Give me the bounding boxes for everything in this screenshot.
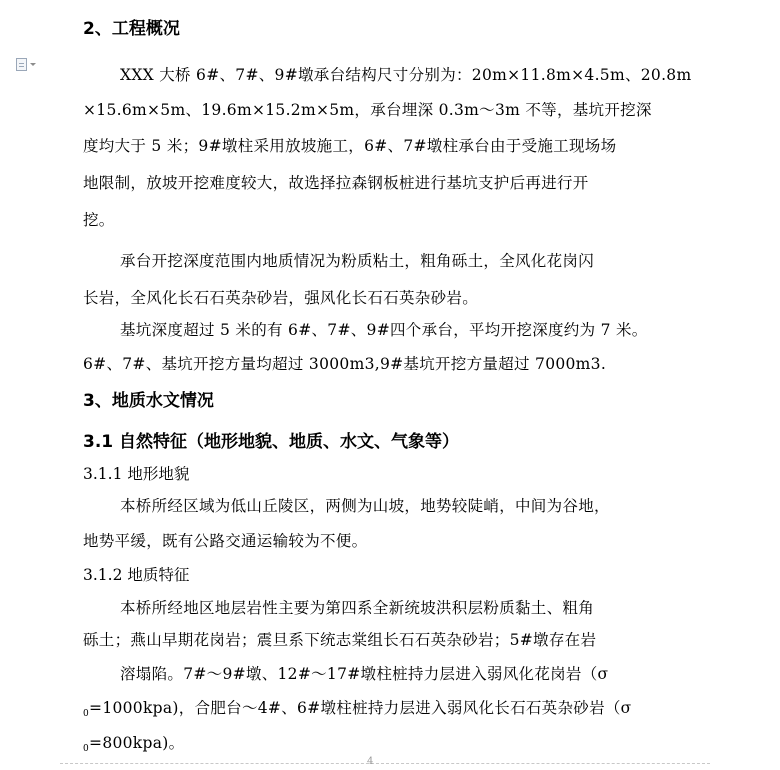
paragraph-line: 地势平缓，既有公路交通运输较为不便。 — [83, 532, 368, 550]
section-heading-2: 2、工程概况 — [83, 19, 180, 39]
subscript: 0 — [83, 744, 90, 754]
subscript: 0 — [83, 709, 90, 719]
paragraph-text: =800kpa)。 — [89, 734, 185, 752]
paragraph-line — [83, 731, 184, 754]
paragraph-line: 溶塌陷。7#～9#墩、12#～17#墩柱桩持力层进入弱风化花岗岩（σ — [120, 665, 609, 683]
paragraph-text: =1000kpa)，合肥台～4#、6#墩柱桩持力层进入弱风化长石石英杂砂岩（σ — [89, 699, 632, 717]
paragraph-line: 砾土；燕山早期花岗岩；震旦系下统志棠组长石石英杂砂岩；5#墩存在岩 — [83, 631, 597, 649]
paragraph-line: 本桥所经地区地层岩性主要为第四系全新统坡洪积层粉质黏土、粗角 — [120, 599, 595, 617]
page-break-rule — [60, 763, 710, 764]
paragraph-line: 挖。 — [83, 211, 115, 229]
paragraph-line: 基坑深度超过 5 米的有 6#、7#、9#四个承台，平均开挖深度约为 7 米。 — [120, 321, 648, 339]
page-icon — [16, 58, 27, 71]
paragraph-line: 承台开挖深度范围内地质情况为粉质粘土，粗角砾土，全风化花岗闪 — [120, 252, 595, 270]
section-heading-3-1: 3.1 自然特征（地形地貌、地质、水文、气象等） — [83, 432, 460, 452]
paragraph-line: XXX 大桥 6#、7#、9#墩承台结构尺寸分别为：20m×11.8m×4.5m、20.8m — [120, 66, 692, 84]
paragraph-line: 地限制，放坡开挖难度较大，故选择拉森钢板桩进行基坑支护后再进行开 — [83, 174, 589, 192]
paragraph-line: 本桥所经区域为低山丘陵区，两侧为山坡，地势较陡峭，中间为谷地， — [120, 497, 610, 515]
paragraph-line: 长岩，全风化长石石英杂砂岩，强风化长石石英杂砂岩。 — [83, 289, 479, 307]
chevron-down-icon — [30, 63, 36, 66]
document-outline-icon[interactable] — [16, 58, 36, 71]
subsection-heading-3-1-1: 3.1.1 地形地貌 — [83, 465, 190, 483]
paragraph-line: ×15.6m×5m、19.6m×15.2m×5m，承台埋深 0.3m～3m 不等，基坑开挖深 — [83, 101, 652, 119]
paragraph-line — [83, 696, 632, 719]
subsection-heading-3-1-2: 3.1.2 地质特征 — [83, 566, 190, 584]
paragraph-line: 6#、7#、基坑开挖方量均超过 3000m3,9#基坑开挖方量超过 7000m3. — [83, 355, 607, 373]
section-heading-3: 3、地质水文情况 — [83, 391, 214, 411]
page-number: 4 — [367, 756, 374, 767]
paragraph-line: 度均大于 5 米；9#墩柱采用放坡施工，6#、7#墩柱承台由于受施工现场场 — [83, 137, 617, 155]
